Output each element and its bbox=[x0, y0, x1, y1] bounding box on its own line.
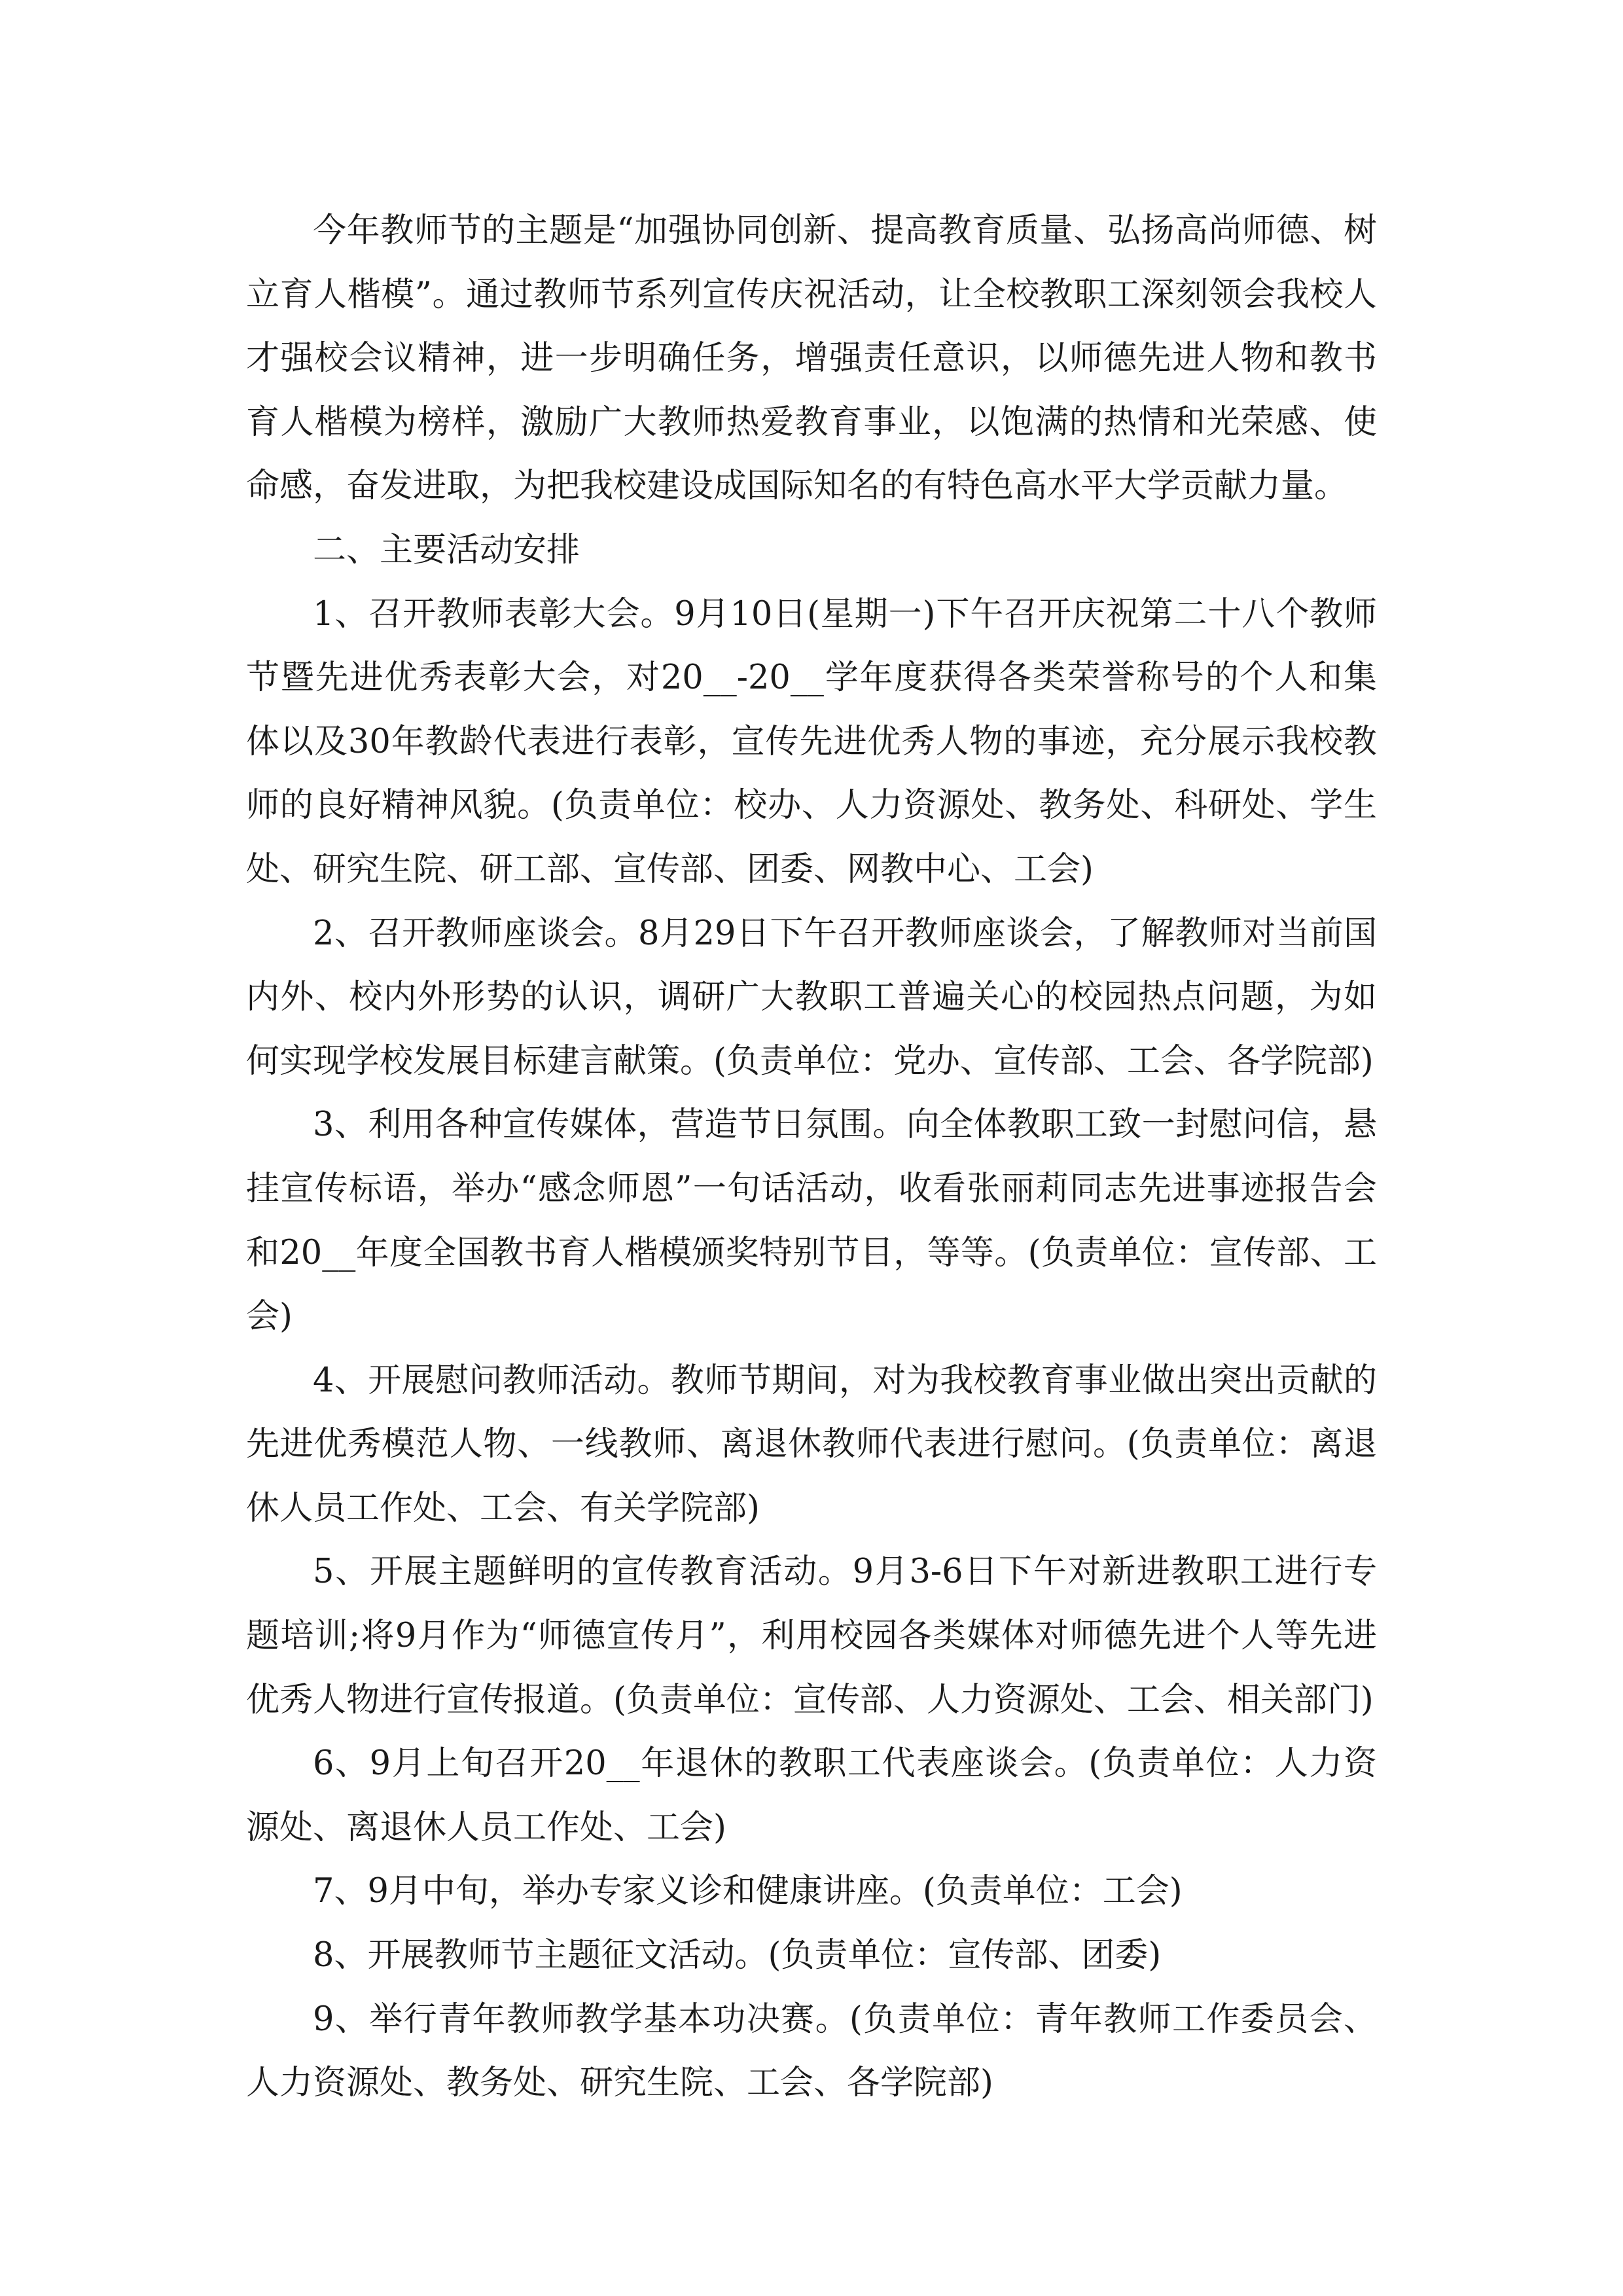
paragraph-item-1: 1、召开教师表彰大会。9月10日(星期一)下午召开庆祝第二十八个教师节暨先进优秀表彰大会，对20__-20__学年度获得各类荣誉称号的个人和集体以及30年教龄代表进行表彰，宣传先进优秀人物的事迹，充分展示我校教师的良好精神风貌。(负责单位：校办、人力资源处、教务处、科研处、学生处、研究生院、研工部、宣传部、团委、网教中心、工会) bbox=[246, 594, 1377, 889]
paragraph-item-3: 3、利用各种宣传媒体，营造节日氛围。向全体教职工致一封慰问信，悬挂宣传标语，举办“感念师恩”一句话活动，收看张丽莉同志先进事迹报告会和20__年度全国教书育人楷模颁奖特别节目，等等。(负责单位：宣传部、工会) bbox=[246, 1105, 1377, 1336]
section-heading-main-activities: 二、主要活动安排 bbox=[313, 530, 580, 569]
paragraph-item-2: 2、召开教师座谈会。8月29日下午召开教师座谈会，了解教师对当前国内外、校内外形势的认识，调研广大教职工普遍关心的校园热点问题，为如何实现学校发展目标建言献策。(负责单位：党办、宣传部、工会、各学院部) bbox=[246, 914, 1377, 1081]
paragraph-theme: 今年教师节的主题是“加强协同创新、提高教育质量、弘扬高尚师德、树立育人楷模”。通过教师节系列宣传庆祝活动，让全校教职工深刻领会我校人才强校会议精神，进一步明确任务，增强责任意识，以师德先进人物和教书育人楷模为榜样，激励广大教师热爱教育事业，以饱满的热情和光荣感、使命感，奋发进取，为把我校建设成国际知名的有特色高水平大学贡献力量。 bbox=[246, 211, 1377, 506]
paragraph-item-5: 5、开展主题鲜明的宣传教育活动。9月3-6日下午对新进教职工进行专题培训;将9月作为“师德宣传月”，利用校园各类媒体对师德先进个人等先进优秀人物进行宣传报道。(负责单位：宣传部、人力资源处、工会、相关部门) bbox=[246, 1552, 1377, 1719]
paragraph-item-6: 6、9月上旬召开20__年退休的教职工代表座谈会。(负责单位：人力资源处、离退休人员工作处、工会) bbox=[246, 1744, 1377, 1847]
paragraph-item-4: 4、开展慰问教师活动。教师节期间，对为我校教育事业做出突出贡献的先进优秀模范人物、一线教师、离退休教师代表进行慰问。(负责单位：离退休人员工作处、工会、有关学院部) bbox=[246, 1361, 1377, 1528]
paragraph-item-8: 8、开展教师节主题征文活动。(负责单位：宣传部、团委) bbox=[313, 1936, 1162, 1975]
paragraph-item-7: 7、9月中旬，举办专家义诊和健康讲座。(负责单位：工会) bbox=[313, 1872, 1183, 1911]
document-body bbox=[246, 199, 1377, 2115]
paragraph-item-9: 9、举行青年教师教学基本功决赛。(负责单位：青年教师工作委员会、人力资源处、教务处、研究生院、工会、各学院部) bbox=[246, 2000, 1377, 2103]
